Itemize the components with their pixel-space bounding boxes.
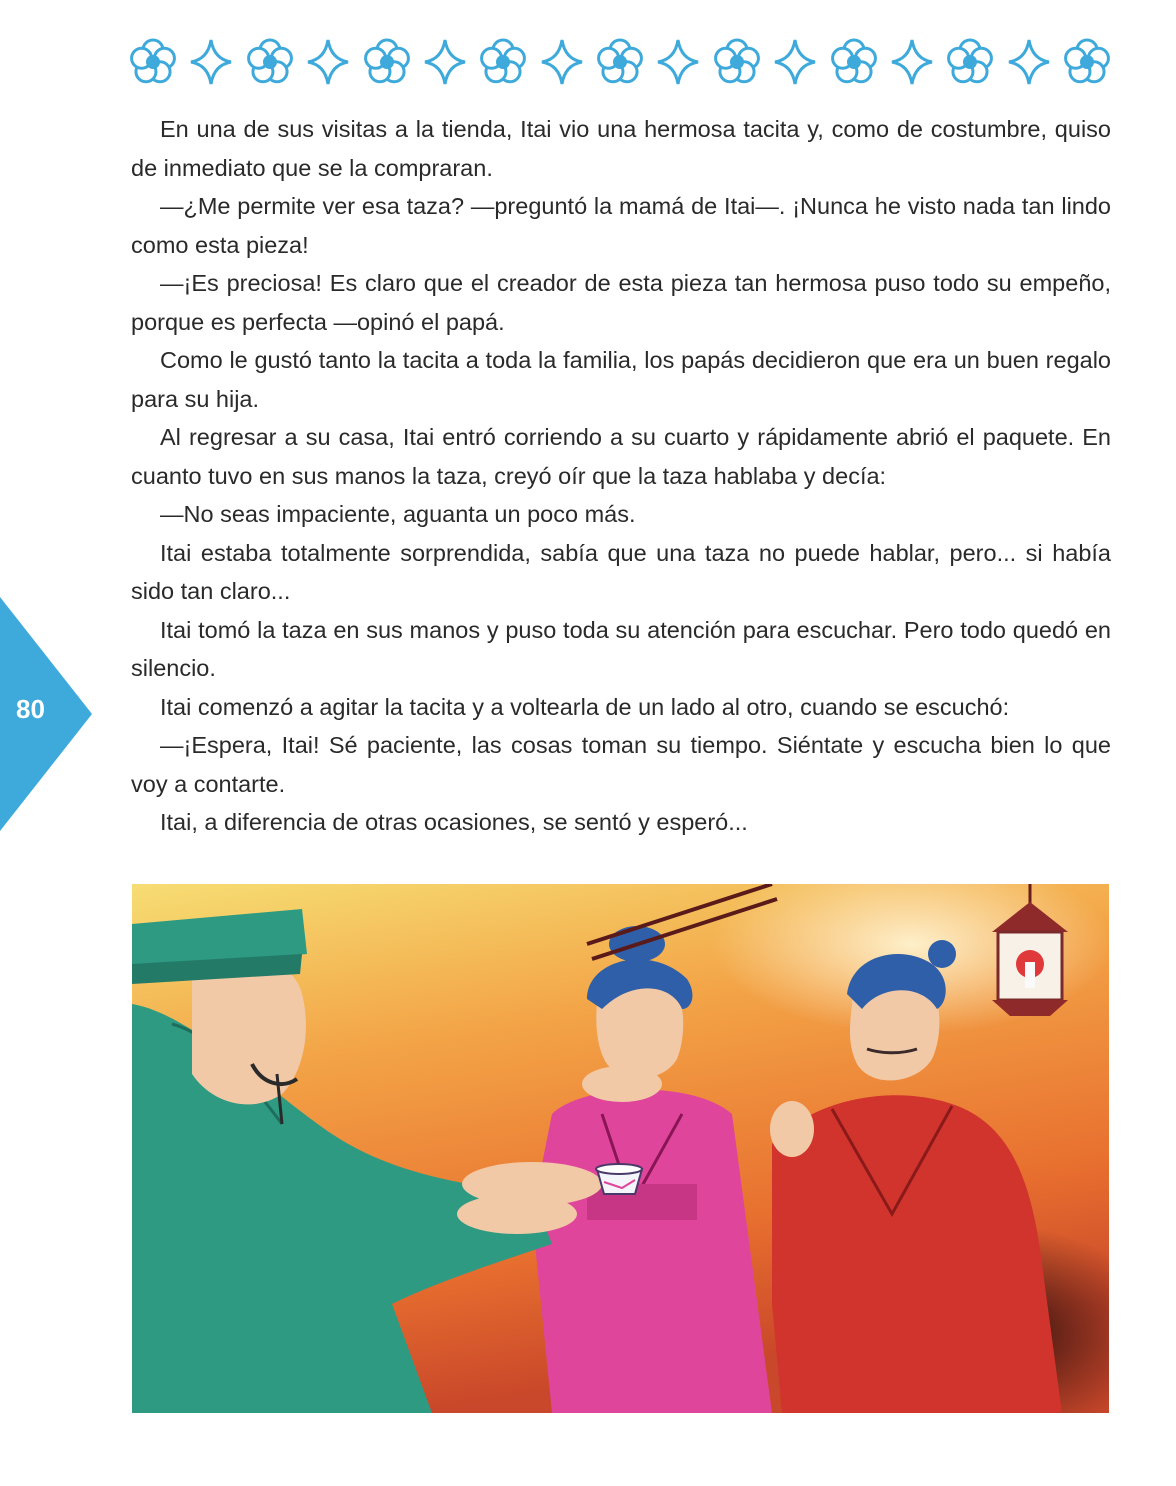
teacup-icon [596, 1164, 642, 1194]
flower-icon [478, 37, 528, 87]
story-paragraph: —¡Es preciosa! Es claro que el creador de esta pieza tan hermosa puso todo su empeño, porque es perfecta —opinó el papá. [131, 270, 1111, 335]
flower-icon [595, 37, 645, 87]
sparkle-icon [772, 37, 818, 87]
story-paragraph: Itai comenzó a agitar la tacita y a voltearla de un lado al otro, cuando se escuchó: [160, 693, 1010, 720]
story-paragraph: —¡Espera, Itai! Sé paciente, las cosas toman su tiempo. Siéntate y escucha bien lo que voy a contarte. [131, 732, 1111, 797]
flower-icon [712, 37, 762, 87]
ornament-border [128, 32, 1112, 92]
sparkle-icon [305, 37, 351, 87]
flower-icon [1062, 37, 1112, 87]
sparkle-icon [655, 37, 701, 87]
sparkle-icon [188, 37, 234, 87]
sparkle-icon [539, 37, 585, 87]
flower-icon [245, 37, 295, 87]
story-paragraph: Itai, a diferencia de otras ocasiones, se sentó y esperó... [160, 809, 748, 835]
story-text [131, 110, 1111, 842]
story-paragraph: —No seas impaciente, aguanta un poco más. [160, 501, 636, 527]
page-number: 80 [16, 694, 45, 724]
sparkle-icon [422, 37, 468, 87]
flower-icon [829, 37, 879, 87]
sparkle-icon [1006, 37, 1052, 87]
story-paragraph: Como le gustó tanto la tacita a toda la familia, los papás decidieron que era un buen regalo para su hija. [131, 347, 1111, 412]
sparkle-icon [889, 37, 935, 87]
flower-icon [945, 37, 995, 87]
story-paragraph: Itai tomó la taza en sus manos y puso toda su atención para escuchar. Pero todo quedó en silencio. [131, 616, 1111, 681]
story-paragraph: Itai estaba totalmente sorprendida, sabía que una taza no puede hablar, pero... si había sido tan claro... [131, 539, 1111, 604]
story-paragraph: En una de sus visitas a la tienda, Itai vio una hermosa tacita y, como de costumbre, quiso de inmediato que se la compraran. [131, 116, 1111, 181]
flower-icon [362, 37, 412, 87]
story-paragraph: —¿Me permite ver esa taza? —preguntó la mamá de Itai—. ¡Nunca he visto nada tan lindo como esta pieza! [131, 193, 1111, 258]
story-illustration [132, 884, 1109, 1413]
flower-icon [128, 37, 178, 87]
story-paragraph: Al regresar a su casa, Itai entró corriendo a su cuarto y rápidamente abrió el paquete. En cuanto tuvo en sus manos la taza, creyó oír que la taza hablaba y decía: [131, 424, 1111, 489]
